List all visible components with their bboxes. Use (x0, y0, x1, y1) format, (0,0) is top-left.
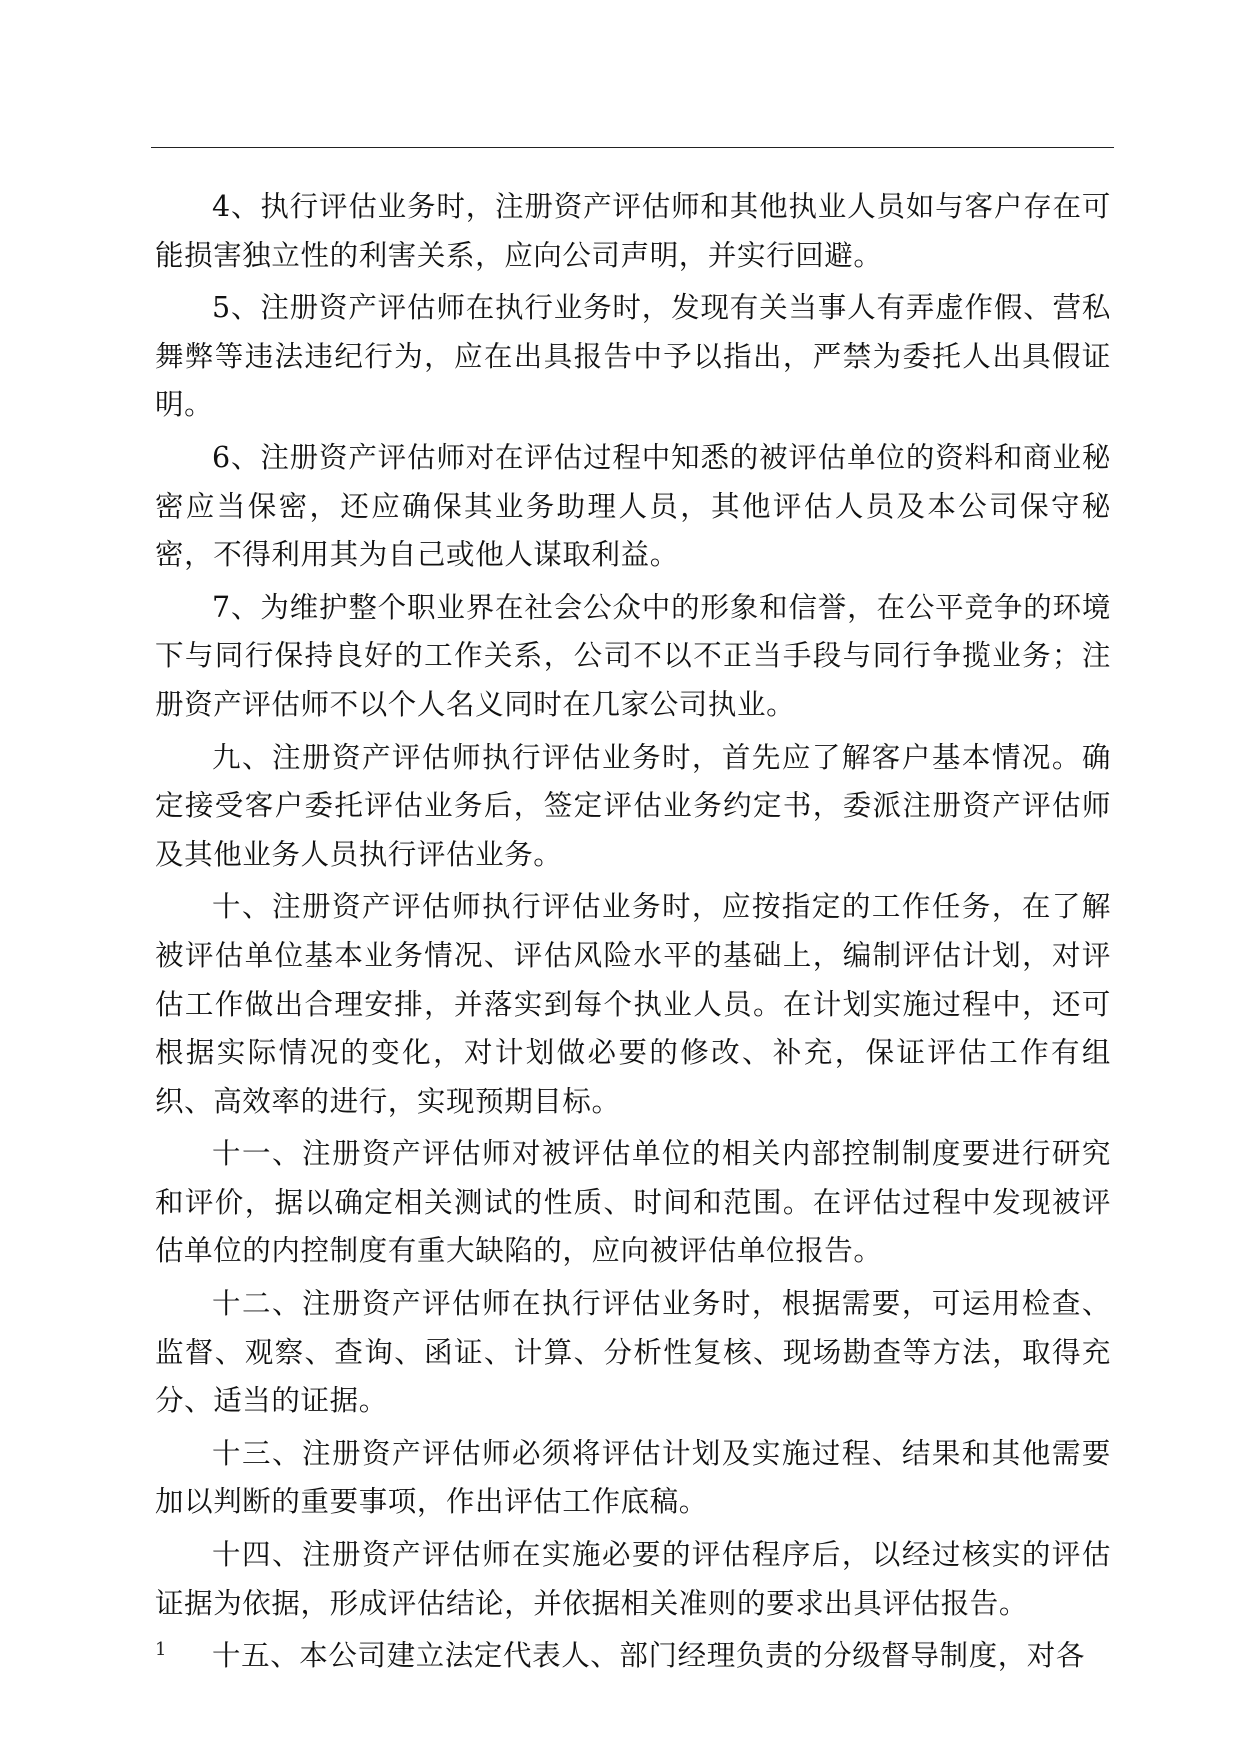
paragraph-article-10: 十、注册资产评估师执行评估业务时，应按指定的工作任务，在了解被评估单位基本业务情况、评估风险水平的基础上，编制评估计划，对评估工作做出合理安排，并落实到每个执业人员。在计划实施过程中，还可根据实际情况的变化，对计划做必要的修改、补充，保证评估工作有组织、高效率的进行，实现预期目标。 (155, 890, 1111, 1118)
paragraph-article-11: 十一、注册资产评估师对被评估单位的相关内部控制制度要进行研究和评价，据以确定相关测试的性质、时间和范围。在评估过程中发现被评估单位的内控制度有重大缺陷的，应向被评估单位报告。 (155, 1137, 1111, 1268)
paragraph-article-9: 九、注册资产评估师执行评估业务时，首先应了解客户基本情况。确定接受客户委托评估业务后，签定评估业务约定书，委派注册资产评估师及其他业务人员执行评估业务。 (155, 740, 1111, 871)
paragraph-item-6: 6、注册资产评估师对在评估过程中知悉的被评估单位的资料和商业秘密应当保密，还应确保其业务助理人员，其他评估人员及本公司保守秘密，不得利用其为自己或他人谋取利益。 (155, 440, 1111, 572)
paragraph-article-14: 十四、注册资产评估师在实施必要的评估程序后，以经过核实的评估证据为依据，形成评估结论，并依据相关准则的要求出具评估报告。 (155, 1538, 1111, 1620)
document-body (155, 183, 1111, 1685)
paragraph-article-13: 十三、注册资产评估师必须将评估计划及实施过程、结果和其他需要加以判断的重要事项，作出评估工作底稿。 (155, 1436, 1111, 1519)
page-number: 1 (155, 1639, 167, 1660)
header-divider (151, 147, 1114, 148)
paragraph-item-5: 5、注册资产评估师在执行业务时，发现有关当事人有弄虚作假、营私舞弊等违法违纪行为，应在出具报告中予以指出，严禁为委托人出具假证明。 (155, 291, 1111, 422)
paragraph-article-12: 十二、注册资产评估师在执行评估业务时，根据需要，可运用检查、监督、观察、查询、函证、计算、分析性复核、现场勘查等方法，取得充分、适当的证据。 (155, 1287, 1111, 1418)
paragraph-item-7: 7、为维护整个职业界在社会公众中的形象和信誉，在公平竞争的环境下与同行保持良好的工作关系，公司不以不正当手段与同行争揽业务；注册资产评估师不以个人名义同时在几家公司执业。 (155, 590, 1111, 721)
paragraph-item-4: 4、执行评估业务时，注册资产评估师和其他执业人员如与客户存在可能损害独立性的利害关系，应向公司声明，并实行回避。 (155, 190, 1111, 272)
paragraph-article-15: 十五、本公司建立法定代表人、部门经理负责的分级督导制度，对各 (212, 1639, 1086, 1673)
